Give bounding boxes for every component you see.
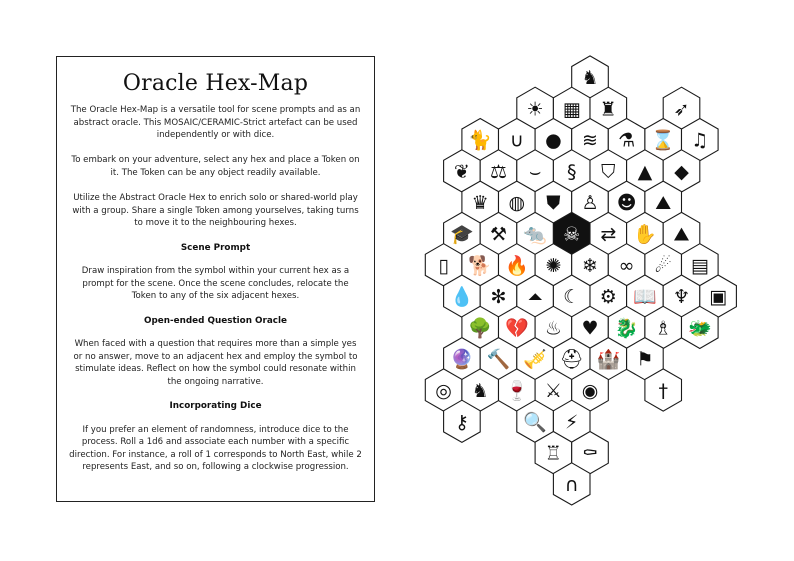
- flame-icon: 🔥: [504, 254, 529, 277]
- magnifying-glass-icon: 🔍: [523, 411, 547, 434]
- apple-icon: ●: [545, 129, 562, 152]
- fairy-icon: ✻: [490, 286, 507, 309]
- sun-icon: ☀: [526, 98, 544, 121]
- castle-icon: 🏰: [596, 348, 621, 371]
- leaf-sprig-icon: ❦: [453, 160, 470, 183]
- intro-paragraph-1: The Oracle Hex-Map is a versatile tool for scene prompts and as an abstract oracle. This MOSAIC/CERAMIC-Strict artefact can be used independently or with dice.: [70, 105, 361, 141]
- owl-icon: ♙: [581, 192, 599, 215]
- section-body-scene-prompt: Draw inspiration from the symbol within your current hex as a prompt for the scene. Once the scene concludes, relocate the Token to any of the six adjacent hexes.: [81, 266, 350, 302]
- banner-icon: ⚑: [636, 348, 654, 371]
- anvil-icon: ⚒: [489, 223, 508, 246]
- heart-icon: ♥: [581, 317, 599, 340]
- section-heading-dice: Incorporating Dice: [169, 401, 262, 412]
- viking-helmet-icon: ⛑: [559, 348, 584, 371]
- sea-serpent-icon: 🐲: [687, 317, 712, 340]
- bow-and-arrow-icon: ➶: [673, 98, 690, 121]
- lightning-icon: ⚡: [565, 411, 579, 434]
- scales-icon: ⚖: [489, 160, 508, 183]
- water-drop-icon: 💧: [450, 286, 474, 309]
- hourglass-icon: ⌛: [651, 129, 676, 152]
- key-icon: ⚷: [454, 411, 469, 434]
- broken-heart-icon: 💔: [504, 317, 529, 340]
- spellbook-icon: ▤: [690, 254, 709, 277]
- horse-icon: ♞: [581, 67, 599, 89]
- necklace-icon: ⌣: [528, 160, 542, 183]
- coffin-icon: ⚰: [581, 442, 599, 465]
- fireball-icon: ☄: [654, 254, 672, 277]
- harp-icon: ♫: [691, 129, 709, 152]
- chess-knight-icon: ♞: [471, 380, 489, 402]
- snake-icon: §: [566, 160, 577, 183]
- crescent-moon-icon: ☾: [563, 286, 581, 309]
- rainbow-icon: ∩: [564, 473, 579, 496]
- sword-in-stone-icon: †: [658, 380, 668, 402]
- goblet-icon: 🍷: [504, 380, 529, 402]
- graduation-cap-icon: 🎓: [450, 223, 474, 246]
- tree-icon: 🌳: [468, 317, 493, 340]
- potion-icon: ⚗: [618, 129, 636, 152]
- maze-icon: ◎: [435, 380, 452, 402]
- section-heading-question-oracle: Open-ended Question Oracle: [144, 315, 287, 326]
- snowflake-icon: ❄: [582, 254, 598, 277]
- section-body-question-oracle: When faced with a question that requires more than a simple yes or no answer, move to an adjacent hex and employ the symbol to stimulate ideas. Reflect on how the symbol could resonate within the ongoing narrative.: [73, 339, 358, 387]
- rat-icon: 🐀: [523, 223, 547, 246]
- witch-hat-icon: ⏶: [527, 286, 543, 309]
- masquerade-mask-icon: ∞: [618, 254, 635, 277]
- cat-icon: 🐈: [468, 129, 493, 152]
- signpost-icon: ⇄: [600, 223, 617, 246]
- rook-tower-icon: ♜: [599, 98, 617, 121]
- climber-icon: ⛰: [655, 192, 672, 215]
- magic-lamp-icon: ♨: [544, 317, 562, 340]
- rock-pile-icon: ⛰: [673, 223, 690, 246]
- knight-figure-icon: ♗: [654, 317, 672, 340]
- crown-icon: ♛: [471, 192, 489, 215]
- zombie-hand-icon: ✋: [633, 223, 657, 246]
- monster-icon: ✺: [545, 254, 562, 277]
- dragon-icon: 🐉: [614, 317, 639, 340]
- treasure-chest-icon: ▣: [709, 286, 728, 309]
- crystal-ball-icon: 🔮: [450, 348, 474, 371]
- shield-and-sword-icon: ⚔: [544, 380, 562, 402]
- theatre-masks-icon: ☻: [616, 192, 637, 215]
- tentacle-creature-icon: ♆: [672, 286, 691, 309]
- gavel-icon: 🔨: [486, 348, 511, 371]
- open-book-icon: 📖: [633, 286, 657, 309]
- abacus-icon: ▦: [562, 98, 581, 121]
- skull-icon: ☠: [563, 223, 581, 246]
- ball-icon: ◍: [508, 192, 526, 215]
- shield-icon: ⛊: [546, 192, 561, 215]
- gears-icon: ⚙: [599, 286, 617, 309]
- dog-icon: 🐕: [468, 254, 493, 277]
- door-icon: ▯: [438, 254, 449, 277]
- page-title: Oracle Hex-Map: [122, 71, 309, 96]
- section-heading-scene-prompt: Scene Prompt: [180, 242, 251, 253]
- mountain-icon: ▲: [637, 160, 653, 183]
- lighthouse-icon: ♖: [544, 442, 562, 465]
- horseshoe-icon: ∪: [509, 129, 524, 152]
- intro-paragraph-3: Utilize the Abstract Oracle Hex to enrich solo or shared-world play with a group. Share a single Token among yourselves, taking turns to move it to the neighbouring hexes.: [72, 193, 359, 229]
- intro-paragraph-2: To embark on your adventure, select any hex and place a Token on it. The Token can be any object readily available.: [71, 155, 360, 178]
- section-body-dice: If you prefer an element of randomness, introduce dice to the process. Roll a 1d6 and associate each number with a specific direction. For instance, a roll of 1 corresponds to North East, while 2 represents East, and so on, following a clockwise progression.: [69, 424, 362, 473]
- trumpet-icon: 🎺: [523, 348, 547, 371]
- portal-icon: ◉: [581, 380, 599, 402]
- gem-icon: ◆: [674, 160, 689, 183]
- coins-icon: ≋: [582, 129, 598, 152]
- shield-skull-icon: ⛉: [601, 160, 616, 183]
